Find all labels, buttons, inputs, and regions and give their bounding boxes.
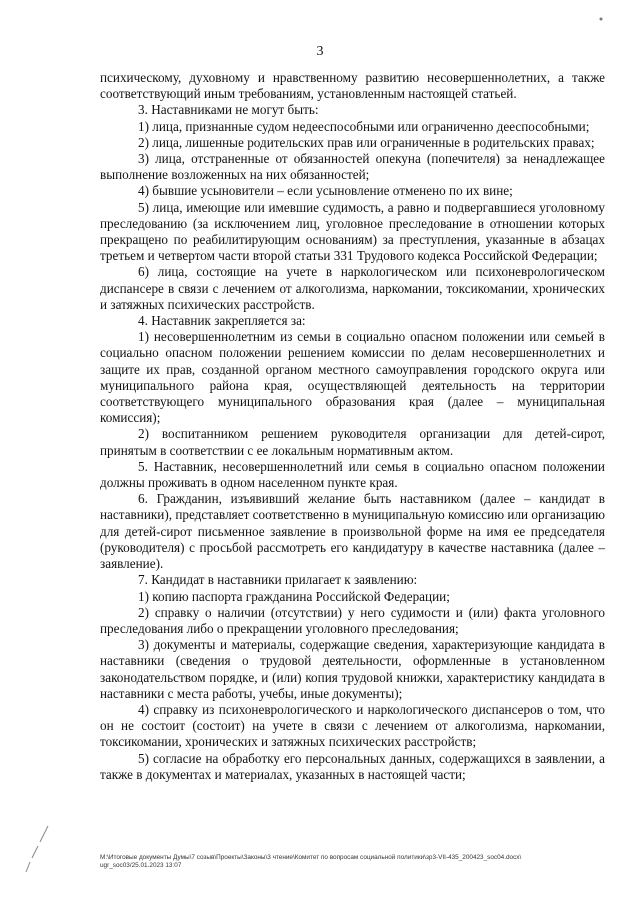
paragraph: 5. Наставник, несовершеннолетний или семья в социально опасном положении должны проживать в одном населенном пункте края. bbox=[100, 458, 605, 491]
paragraph: 6. Гражданин, изъявивший желание быть наставником (далее – кандидат в наставники), представляет соответственно в муниципальную комиссию или организацию для детей-сирот письменное заявление в произвольной форме на имя ее председателя (руководителя) с просьбой рассмотреть его кандидатуру в качестве наставника (далее – заявление). bbox=[100, 491, 605, 572]
paragraph: 6) лица, состоящие на учете в наркологическом или психоневрологическом диспансере в связи с лечением от алкоголизма, наркомании, токсикомании, хронических и затяжных психических расстройств. bbox=[100, 264, 605, 312]
footer-author-line: ugr_soc03/25.01.2023 13:07 bbox=[100, 862, 182, 869]
paragraph: 1) лица, признанные судом недееспособными или ограниченно дееспособными; bbox=[138, 118, 590, 134]
paragraph: 2) справку о наличии (отсутствии) у него судимости и (или) факта уголовного преследования либо о прекращении уголовного преследования; bbox=[100, 604, 605, 636]
paragraph: 2) лица, лишенные родительских прав или ограниченные в родительских правах; bbox=[138, 134, 595, 150]
paragraph: 4. Наставник закрепляется за: bbox=[138, 313, 306, 329]
page-number: 3 bbox=[316, 44, 324, 59]
paragraph: 3) лица, отстраненные от обязанностей опекуна (попечителя) за ненадлежащее выполнение возложенных на них обязанностей; bbox=[100, 151, 605, 183]
file-path-footer bbox=[100, 854, 610, 870]
paragraph: 1) копию паспорта гражданина Российской Федерации; bbox=[138, 588, 450, 604]
paragraph: 3) документы и материалы, содержащие сведения, характеризующие кандидата в наставники (сведения о трудовой деятельности, оформленные в установленном законодательством порядке, и (или) копия трудовой книжки, характеристику кандидата в наставники с места работы, учебы, иные документы); bbox=[100, 637, 605, 701]
paragraph: 4) бывшие усыновители – если усыновление отменено по их вине; bbox=[138, 183, 513, 199]
paragraph: 7. Кандидат в наставники прилагает к заявлению: bbox=[138, 572, 418, 588]
paragraph: 4) справку из психоневрологического и наркологического диспансеров о том, что он не состоит (состоит) на учете в связи с лечением от алкоголизма, наркомании, токсикомании, хронических и затяжных психических расстройств; bbox=[100, 701, 605, 750]
scan-mark bbox=[18, 822, 58, 882]
paragraph: 2) воспитанником решением руководителя организации для детей-сирот, принятым в соответствии с ее локальным нормативным актом. bbox=[100, 426, 605, 458]
paragraph: 3. Наставниками не могут быть: bbox=[138, 102, 319, 118]
paragraph: 1) несовершеннолетним из семьи в социально опасном положении или семьей в социально опасном положении решением комиссии по делам несовершеннолетних и защите их прав, созданной органом местного самоуправления городского округа или муниципального района края, осуществляющей деятельность на территории соответствующего муниципального образования края (далее – муниципальная комиссия); bbox=[100, 329, 605, 426]
footer-path-line: M:\Итоговые документы Думы\7 созыв\Проекты\Законы\3 чтение\Комитет по вопросам социальной политики\зр3-VII-435_200423_soc04.docx\ bbox=[100, 854, 522, 861]
paragraph: 5) лица, имеющие или имевшие судимость, а равно и подвергавшиеся уголовному преследованию (за исключением лиц, уголовное преследование в отношении которых прекращено по реабилитирующим основаниям) за преступления, указанные в абзацах третьем и четвертом части второй статьи 331 Трудового кодекса Российской Федерации; bbox=[100, 199, 605, 264]
document-body bbox=[100, 70, 605, 783]
scan-dot bbox=[596, 14, 606, 24]
paragraph: психическому, духовному и нравственному развитию несовершеннолетних, а также соответствующий иным требованиям, установленным настоящей статьей. bbox=[100, 70, 605, 102]
paragraph: 5) согласие на обработку его персональных данных, содержащихся в заявлении, а также в документах и материалах, указанных в настоящей части; bbox=[100, 750, 605, 782]
